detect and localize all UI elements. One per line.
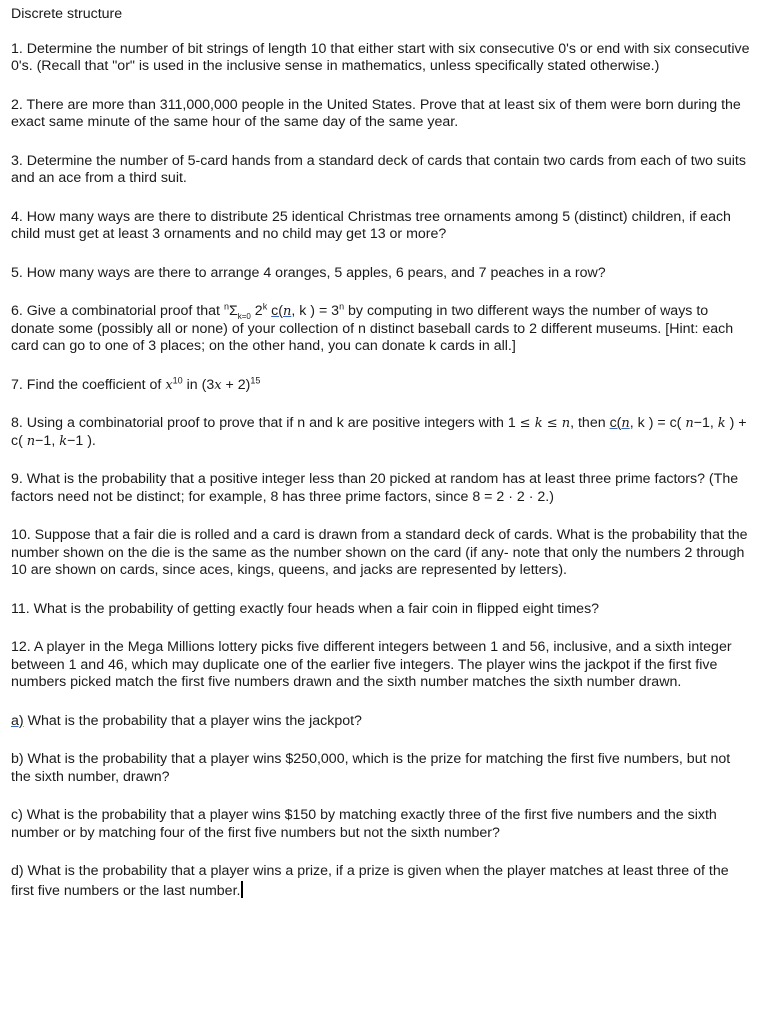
question-3: 3. Determine the number of 5-card hands from a standard deck of cards that contain two cards from each of two suits and an ace from a third suit.: [11, 152, 746, 186]
q8-t6: −1,: [35, 432, 60, 449]
question-2: 2. There are more than 311,000,000 people in the United States. Prove that at least six of them were born during the exact same minute of the same hour of the same day of the same year.: [11, 96, 741, 130]
q6-equals: ) = 3: [306, 303, 340, 319]
q8-mid: , then: [570, 415, 610, 431]
q6-two-exp: k: [262, 301, 268, 312]
q8-c: c(: [609, 415, 622, 431]
q7-mid: in (3: [182, 376, 215, 393]
q8-rest: ) = c(: [644, 415, 686, 431]
q7-tail-exp: 15: [250, 374, 261, 385]
question-6: [11, 303, 750, 356]
q6-sum-upper: n: [223, 301, 229, 312]
question-8: [11, 415, 750, 450]
q8-n: n: [621, 416, 630, 431]
q8-t8: −1 ).: [67, 432, 96, 449]
question-7: [11, 374, 750, 395]
q12a-label: a): [11, 712, 24, 729]
q8-t4: ) + c(: [11, 415, 747, 449]
q6-prefix: 6. Give a combinatorial proof that: [11, 303, 224, 319]
q8-comma-k: , k: [629, 415, 645, 431]
q6-rest: by computing in two different ways the number of ways to donate some (possibly all or none) of your collection of n distinct baseball cards to 2 different museums. [Hint: each card can go to one of 3 places; on the other hand, you can donate k cards in all.]: [11, 303, 734, 354]
q6-two: 2: [250, 303, 263, 319]
q7-tail: + 2): [221, 376, 251, 393]
q7-x2: x: [214, 377, 222, 393]
question-12: 12. A player in the Mega Millions lottery picks five different integers between 1 and 56, inclusive, and a sixth integer between 1 and 46, which may duplicate one of the earlier five integers. The player wins the jackpot if the first five numbers picked match the first five numbers drawn and the sixth number matches the sixth number drawn.: [11, 639, 732, 690]
question-11: 11. What is the probability of getting exactly four heads when a fair coin in flipped eight times?: [11, 600, 600, 617]
q6-comma-k: , k: [291, 303, 307, 319]
question-12a: [11, 713, 750, 731]
q6-binomial: [271, 303, 291, 319]
q8-prefix: 8. Using a combinatorial proof to prove that if n and k are positive integers with 1: [11, 415, 520, 431]
q6-c: c(: [271, 303, 283, 319]
q7-x-exp: 10: [172, 374, 183, 385]
question-4: 4. How many ways are there to distribute 25 identical Christmas tree ornaments among 5 (distinct) children, if each child must get at least 3 ornaments and no child may get 13 or more?: [11, 208, 731, 242]
q6-n: n: [282, 304, 292, 319]
question-5: 5. How many ways are there to arrange 4 oranges, 5 apples, 6 pears, and 7 peaches in a row?: [11, 264, 606, 281]
q8-t7: k: [59, 433, 68, 449]
question-12d: [11, 863, 750, 900]
q12d-text: d) What is the probability that a player wins a prize, if a prize is given when the player matches at least three of the first five numbers or the last number.: [11, 863, 729, 899]
q12a-text: What is the probability that a player wins the jackpot?: [23, 712, 362, 729]
q8-t3: k: [717, 416, 726, 431]
document-title: Discrete structure: [11, 6, 123, 22]
q7-prefix: 7. Find the coefficient of: [11, 376, 166, 393]
question-12b: b) What is the probability that a player wins $250,000, which is the prize for matching the first five numbers, but not the sixth number, drawn?: [11, 751, 731, 785]
question-10: 10. Suppose that a fair die is rolled and a card is drawn from a standard deck of cards. What is the probability that the number shown on the die is the same as the number shown on the card (if any- note that only the numbers 2 through 10 are shown on cards, since aces, kings, queens, and jacks are represented by letters).: [11, 527, 748, 578]
q6-three-exp: n: [339, 301, 345, 312]
question-9: 9. What is the probability that a positive integer less than 20 picked at random has at least three prime factors? (The factors need not be distinct; for example, 8 has three prime factors, since 8 = 2 · 2 · 2.): [11, 471, 739, 505]
q6-sum-lower: k=0: [237, 311, 251, 321]
question-12c: c) What is the probability that a player wins $150 by matching exactly three of the first five numbers and the sixth number or by matching four of the first five numbers but not the sixth number?: [11, 807, 717, 841]
text-cursor: [241, 881, 243, 898]
q8-t2: −1,: [693, 415, 718, 431]
question-1: 1. Determine the number of bit strings of length 10 that either start with six consecutive 0's or end with six consecutive 0's. (Recall that "or" is used in the inclusive sense in mathematics, unless specifically stated otherwise.): [11, 40, 750, 74]
q8-inequality: ≤ k ≤ n: [519, 416, 571, 431]
q6-sigma: Σ: [228, 303, 238, 319]
q7-x: x: [165, 377, 173, 393]
q8-t1: n: [685, 416, 694, 431]
q8-binomial: [610, 415, 630, 431]
q8-t5: n: [26, 433, 36, 449]
